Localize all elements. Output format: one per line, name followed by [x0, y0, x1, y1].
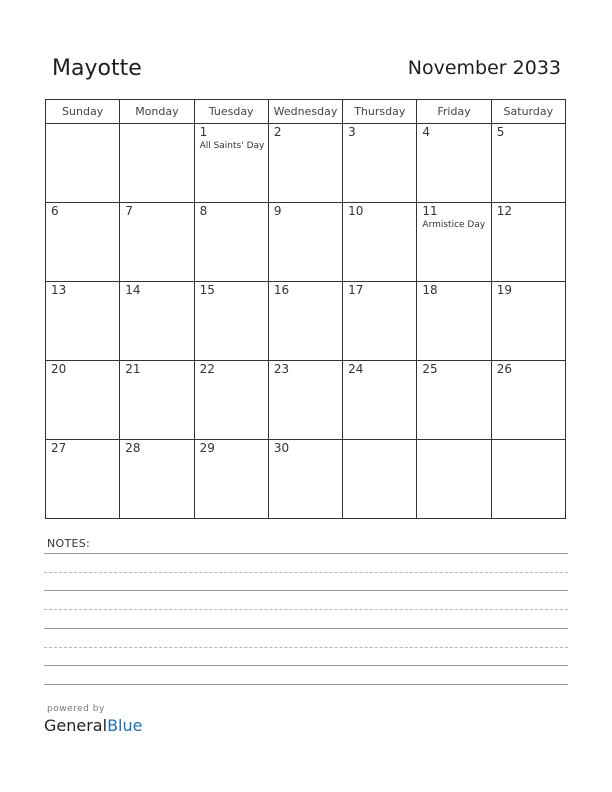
notes-line [44, 647, 568, 648]
day-number: 2 [273, 125, 282, 139]
day-cell [194, 440, 268, 519]
day-number: 21 [125, 362, 141, 376]
day-cell [194, 124, 268, 203]
day-cell [417, 124, 491, 203]
weekday-header: Sunday [46, 100, 120, 124]
day-number: 5 [496, 125, 505, 139]
day-cell [120, 282, 194, 361]
notes-line [44, 628, 568, 629]
weekday-header: Wednesday [268, 100, 342, 124]
notes-line [44, 590, 568, 591]
day-cell [46, 203, 120, 282]
day-cell [343, 282, 417, 361]
day-number: 20 [51, 362, 67, 376]
day-number: 29 [199, 441, 215, 455]
week-row [46, 361, 566, 440]
day-number: 17 [348, 283, 364, 297]
day-number: 24 [348, 362, 364, 376]
month-title: November 2033 [407, 57, 561, 79]
day-cell [343, 203, 417, 282]
day-cell [343, 361, 417, 440]
day-cell [194, 361, 268, 440]
day-number: 30 [273, 441, 290, 455]
day-number: 14 [125, 283, 141, 297]
notes-line [44, 609, 568, 610]
brand-logo [44, 716, 142, 735]
day-number: 19 [496, 283, 512, 297]
day-number: 1 [199, 125, 208, 139]
day-cell [417, 203, 491, 282]
day-cell [417, 361, 491, 440]
day-number: 28 [125, 441, 141, 455]
weekday-header: Saturday [491, 100, 565, 124]
day-number: 25 [422, 362, 438, 376]
day-cell [46, 361, 120, 440]
notes-line [44, 572, 568, 573]
day-number: 9 [273, 204, 282, 218]
day-cell [268, 124, 342, 203]
day-number: 7 [125, 204, 133, 218]
day-cell [417, 440, 491, 519]
day-cell [268, 440, 342, 519]
notes-line [44, 665, 568, 666]
day-cell [46, 282, 120, 361]
day-cell [491, 203, 565, 282]
day-number: 12 [496, 204, 512, 218]
week-row [46, 124, 566, 203]
powered-by-text: powered by [47, 704, 105, 714]
week-row [46, 282, 566, 361]
weekday-header-row [46, 100, 566, 124]
brand-blue: Blue [107, 716, 143, 735]
notes-line [44, 553, 568, 554]
day-cell [46, 124, 120, 203]
day-number: 3 [348, 125, 356, 139]
day-number: 8 [199, 204, 208, 218]
week-row [46, 440, 566, 519]
day-number: 15 [199, 283, 215, 297]
day-number: 16 [273, 283, 290, 297]
holiday-label: Armistice Day [422, 220, 486, 230]
day-number: 11 [422, 204, 438, 218]
holiday-label: All Saints' Day [199, 141, 265, 151]
day-cell [120, 361, 194, 440]
day-cell [120, 440, 194, 519]
day-cell [491, 124, 565, 203]
day-cell [343, 124, 417, 203]
day-cell [491, 361, 565, 440]
notes-line [44, 684, 568, 685]
day-number: 13 [51, 283, 67, 297]
day-cell [268, 361, 342, 440]
day-cell [46, 440, 120, 519]
day-number: 10 [348, 204, 364, 218]
day-number: 22 [199, 362, 215, 376]
calendar-grid [45, 99, 566, 519]
weekday-header: Monday [120, 100, 194, 124]
day-cell [491, 440, 565, 519]
day-cell [417, 282, 491, 361]
day-cell [343, 440, 417, 519]
day-number: 27 [51, 441, 67, 455]
weekday-header: Thursday [343, 100, 417, 124]
notes-label: NOTES: [47, 537, 91, 550]
day-cell [194, 203, 268, 282]
day-number: 18 [422, 283, 438, 297]
day-cell [268, 203, 342, 282]
weekday-header: Tuesday [194, 100, 268, 124]
brand-general: General [44, 716, 108, 735]
day-cell [194, 282, 268, 361]
day-cell [120, 203, 194, 282]
day-number: 6 [51, 204, 59, 218]
day-cell [268, 282, 342, 361]
weekday-header: Friday [417, 100, 491, 124]
day-number: 26 [496, 362, 512, 376]
day-number: 23 [273, 362, 290, 376]
day-number: 4 [422, 125, 431, 139]
day-cell [491, 282, 565, 361]
day-cell [120, 124, 194, 203]
week-row [46, 203, 566, 282]
region-title: Mayotte [52, 56, 142, 81]
